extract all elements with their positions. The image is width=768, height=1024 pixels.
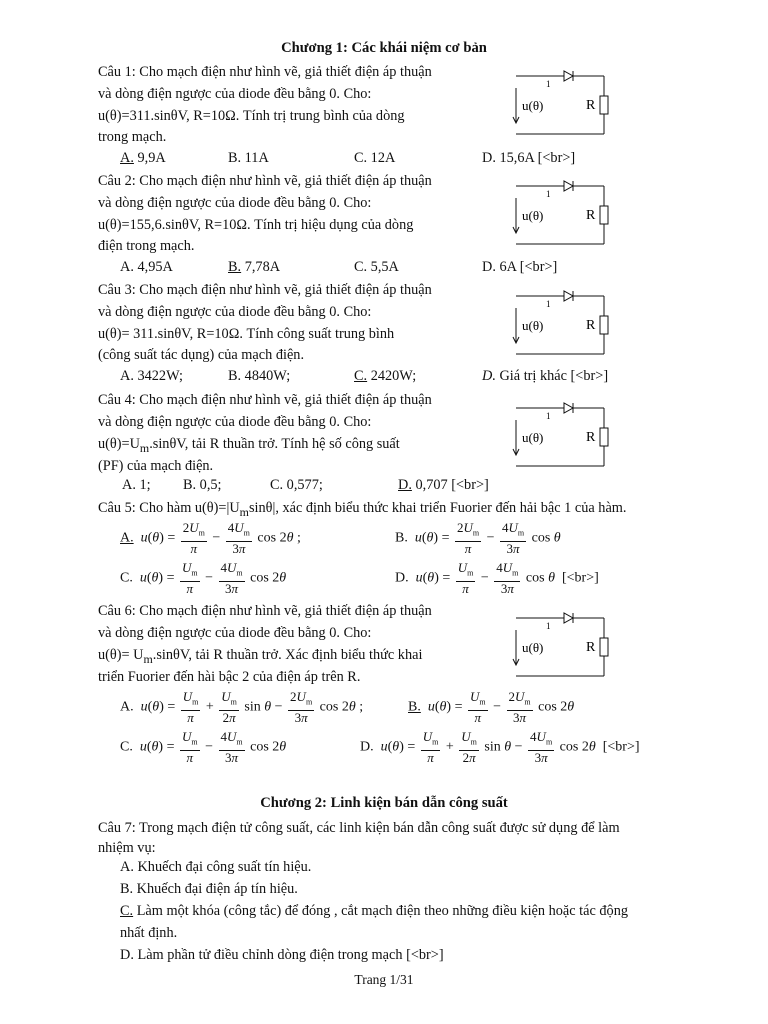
resistor-label: R: [586, 98, 596, 113]
q2-line-2: và dòng điện ngược của diode đều bằng 0. Cho:: [98, 195, 372, 211]
q2-option-b: [228, 259, 280, 276]
q7-option-a: A. Khuếch đại công suất tín hiệu.: [120, 859, 312, 875]
q5-line-1-sub: m: [239, 504, 249, 519]
q5-option-d-key: D.: [395, 570, 409, 586]
q3-line-1: Câu 3: Cho mạch điện như hình vẽ, giả thiết điện áp thuận: [98, 282, 432, 298]
q5-option-d: D. u(θ) = $\frac{U_m}{\pi}$ − $\frac{4U_m}{3\pi}$ cos θ [<br>]: [395, 560, 599, 596]
q3-line-4: (công suất tác dụng) của mạch điện.: [98, 347, 305, 363]
q3-line-3: u(θ)= 311.sinθV, R=10Ω. Tính công suất trung bình: [98, 326, 395, 342]
q1-line-3: u(θ)=311.sinθV, R=10Ω. Tính trị trung bình của dòng: [98, 108, 405, 124]
chapter-2-title: Chương 2: Linh kiện bán dẫn công suất: [260, 795, 508, 811]
q4-option-b: B. 0,5;: [183, 477, 222, 493]
answer-key-a: A.: [120, 530, 134, 546]
q6-tag: [<br>]: [602, 739, 640, 755]
q7-option-c-continued: nhất định.: [120, 925, 178, 941]
q6-line-3-a: u(θ)= U: [98, 647, 144, 663]
circuit-diagram-6: [512, 612, 616, 678]
voltage-label: u(θ): [522, 208, 544, 223]
q4-option-d: [398, 477, 489, 494]
q3-line-2: và dòng điện ngược của diode đều bằng 0. Cho:: [98, 304, 372, 320]
q7-option-c-value: Làm một khóa (công tắc) để đóng , cắt mạch điện theo những điều kiện hoặc tác động: [133, 903, 629, 919]
answer-key-a: A.: [120, 150, 134, 166]
q7-option-d: D. Làm phần tử điều chỉnh dòng điện trong mạch [<br>]: [120, 947, 444, 963]
q1-line-2: và dòng điện ngược của diode đều bằng 0. Cho:: [98, 86, 372, 102]
q3-option-d-key: D.: [482, 368, 496, 384]
circuit-diagram-1: [512, 70, 616, 136]
q6-option-c: C. u(θ) = $\frac{U_m}{\pi}$ − $\frac{4U_m}{3\pi}$ cos 2θ: [120, 729, 287, 765]
page-number: Trang 1/31: [354, 972, 414, 987]
q4-line-3-sub: m: [139, 440, 150, 455]
answer-key-b: B.: [228, 259, 242, 275]
q6-line-1: Câu 6: Cho mạch điện như hình vẽ, giả thiết điện áp thuận: [98, 603, 432, 619]
q5-option-a: A. u(θ) = $\frac{2U_m}{\pi}$ − $\frac{4U_m}{3\pi}$ cos 2θ ;: [120, 520, 301, 556]
q6-line-2: và dòng điện ngược của diode đều bằng 0. Cho:: [98, 625, 372, 641]
resistor-label: R: [586, 640, 596, 655]
q7-line-2: nhiệm vụ:: [98, 840, 156, 856]
q1-option-a: [120, 150, 166, 167]
q6-option-d: D. u(θ) = $\frac{U_m}{\pi}$ + $\frac{U_m}{2\pi}$ sin θ − $\frac{4U_m}{3\pi}$ cos 2θ [<br>]: [360, 729, 640, 765]
q3-option-c: [354, 368, 416, 385]
q7-option-b: B. Khuếch đại điện áp tín hiệu.: [120, 881, 298, 897]
q4-option-a: A. 1;: [122, 477, 151, 493]
node-label: 1: [546, 189, 551, 199]
q6-line-3-b: .sinθV, tải R thuần trở. Xác định biểu thức khai: [152, 647, 423, 663]
circuit-diagram-3: [512, 290, 616, 356]
q4-option-c: C. 0,577;: [270, 477, 323, 493]
q1-option-a-value: 9,9A: [133, 150, 166, 166]
q1-line-4: trong mạch.: [98, 129, 167, 145]
q5-line-1: [98, 498, 627, 522]
q6-option-d-key: D.: [360, 739, 374, 755]
q2-line-3: u(θ)=155,6.sinθV, R=10Ω. Tính trị hiệu dụng của dòng: [98, 217, 414, 233]
q2-line-1: Câu 2: Cho mạch điện như hình vẽ, giả thiết điện áp thuận: [98, 173, 432, 189]
q7-line-1: Câu 7: Trong mạch điện tử công suất, các linh kiện bán dẫn công suất được sử dụng để làm: [98, 820, 620, 836]
q3-option-a: A. 3422W;: [120, 368, 184, 384]
q3-option-d: [482, 368, 608, 385]
q1-option-b: B. 11A: [228, 150, 269, 166]
q6-line-4: triển Fuorier đến hài bậc 2 của điện áp trên R.: [98, 669, 361, 685]
q6-line-3-sub: m: [143, 651, 153, 666]
q4-line-2: và dòng điện ngược của diode đều bằng 0. Cho:: [98, 414, 372, 430]
node-label: 1: [546, 411, 551, 421]
q1-option-d: D. 15,6A [<br>]: [482, 150, 576, 166]
q4-line-3: [98, 434, 400, 458]
q5-option-b-key: B.: [395, 530, 408, 546]
q5-line-1-a: Câu 5: Cho hàm u(θ)=|U: [98, 500, 240, 516]
q2-line-4: điện trong mạch.: [98, 238, 195, 254]
node-label: 1: [546, 79, 551, 89]
q6-option-a: A. u(θ) = $\frac{U_m}{\pi}$ + $\frac{U_m}{2\pi}$ sin θ − $\frac{2U_m}{3\pi}$ cos 2θ ;: [120, 689, 364, 725]
node-label: 1: [546, 621, 551, 631]
q7-option-c: [120, 903, 628, 920]
q6-option-b: B. u(θ) = $\frac{U_m}{\pi}$ − $\frac{2U_m}{3\pi}$ cos 2θ: [408, 689, 575, 725]
voltage-label: u(θ): [522, 430, 544, 445]
q4-option-d-value: 0,707 [<br>]: [411, 477, 489, 493]
resistor-label: R: [586, 430, 596, 445]
q5-option-b: B. u(θ) = $\frac{2U_m}{\pi}$ − $\frac{4U_m}{3\pi}$ cos θ: [395, 520, 561, 556]
q3-option-d-value: Giá trị khác [<br>]: [495, 368, 609, 384]
q1-option-c: C. 12A: [354, 150, 396, 166]
q4-line-4: (PF) của mạch điện.: [98, 458, 214, 474]
q4-line-3-b: .sinθV, tải R thuần trở. Tính hệ số công suất: [149, 436, 400, 452]
chapter-1-title: Chương 1: Các khái niệm cơ bản: [281, 40, 487, 56]
q4-line-1: Câu 4: Cho mạch điện như hình vẽ, giả thiết điện áp thuận: [98, 392, 432, 408]
q2-option-a: A. 4,95A: [120, 259, 173, 275]
q1-line-1: Câu 1: Cho mạch điện như hình vẽ, giả thiết điện áp thuận: [98, 64, 432, 80]
resistor-label: R: [586, 208, 596, 223]
q6-line-3: [98, 645, 422, 669]
q4-line-3-a: u(θ)=U: [98, 436, 140, 452]
answer-key-c: C.: [120, 903, 134, 919]
resistor-label: R: [586, 318, 596, 333]
voltage-label: u(θ): [522, 98, 544, 113]
q2-option-d: D. 6A [<br>]: [482, 259, 558, 275]
q6-option-c-key: C.: [120, 739, 133, 755]
q2-option-b-value: 7,78A: [241, 259, 281, 275]
answer-key-c: C.: [354, 368, 368, 384]
q5-option-c: C. u(θ) = $\frac{U_m}{\pi}$ − $\frac{4U_m}{3\pi}$ cos 2θ: [120, 560, 287, 596]
circuit-diagram-4: [512, 402, 616, 468]
circuit-diagram-2: [512, 180, 616, 246]
voltage-label: u(θ): [522, 640, 544, 655]
q6-option-a-key: A.: [120, 699, 134, 715]
q5-option-c-key: C.: [120, 570, 133, 586]
q2-option-c: C. 5,5A: [354, 259, 399, 275]
q3-option-b: B. 4840W;: [228, 368, 291, 384]
answer-key-b: B.: [408, 699, 421, 715]
q3-option-c-value: 2420W;: [367, 368, 417, 384]
node-label: 1: [546, 299, 551, 309]
voltage-label: u(θ): [522, 318, 544, 333]
answer-key-d: D.: [398, 477, 412, 493]
q5-tag: [<br>]: [561, 570, 599, 586]
q5-line-1-b: sinθ|, xác định biểu thức khai triển Fuorier đến hải bậc 1 của hàm.: [248, 500, 627, 516]
